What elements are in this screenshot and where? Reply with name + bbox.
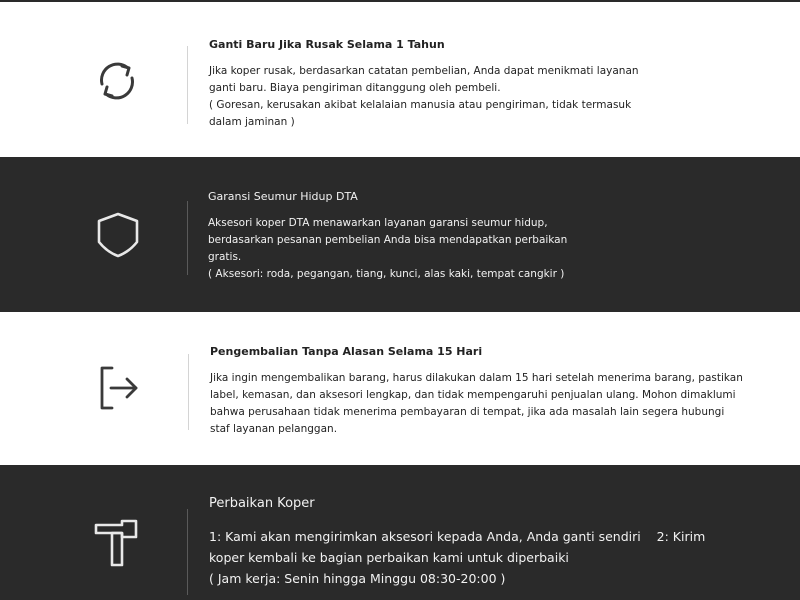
- body-line: ( Goresan, kerusakan akibat kelalaian manusia atau pengiriman, tidak termasuk: [209, 99, 632, 111]
- section-body: [208, 215, 648, 283]
- hammer-icon: [92, 517, 142, 567]
- section-title: Perbaikan Koper: [209, 496, 315, 511]
- section-divider: [188, 354, 189, 430]
- section-title: Pengembalian Tanpa Alasan Selama 15 Hari: [210, 345, 483, 358]
- section-text: [209, 38, 649, 131]
- section-text: [210, 345, 770, 438]
- section-text: [208, 190, 648, 283]
- section-body: [209, 63, 649, 131]
- body-line: staf layanan pelanggan.: [210, 423, 338, 435]
- section-divider: [187, 46, 188, 124]
- section-return-policy: [0, 312, 800, 465]
- body-line: Jika ingin mengembalikan barang, harus dilakukan dalam 15 hari setelah menerima barang, pastikan: [210, 372, 743, 384]
- section-body: [210, 370, 770, 438]
- body-line: 1: Kami akan mengirimkan aksesori kepada Anda, Anda ganti sendiri 2: Kirim: [209, 529, 706, 544]
- body-line: ( Aksesori: roda, pegangan, tiang, kunci, alas kaki, tempat cangkir ): [208, 268, 565, 280]
- body-line: berdasarkan pesanan pembelian Anda bisa mendapatkan perbaikan: [208, 234, 568, 246]
- body-line: gratis.: [208, 251, 242, 263]
- section-title: Garansi Seumur Hidup DTA: [208, 190, 358, 203]
- section-lifetime-warranty: [0, 157, 800, 312]
- refresh-icon: [92, 56, 142, 106]
- body-line: dalam jaminan ): [209, 116, 295, 128]
- body-line: bahwa perusahaan tidak menerima pembayaran di tempat, jika ada masalah lain segera hubungi: [210, 406, 725, 418]
- section-divider: [187, 509, 188, 595]
- body-line: ganti baru. Biaya pengiriman ditanggung oleh pembeli.: [209, 82, 501, 94]
- section-title: Ganti Baru Jika Rusak Selama 1 Tahun: [209, 38, 445, 51]
- body-line: Aksesori koper DTA menawarkan layanan garansi seumur hidup,: [208, 217, 548, 229]
- shield-icon: [93, 210, 143, 260]
- section-repair: [0, 465, 800, 600]
- body-line: ( Jam kerja: Senin hingga Minggu 08:30-20:00 ): [209, 571, 506, 586]
- section-replacement: [0, 0, 800, 157]
- body-line: koper kembali ke bagian perbaikan kami untuk diperbaiki: [209, 550, 569, 565]
- body-line: label, kemasan, dan aksesori lengkap, dan tidak mempengaruhi penjualan ulang. Mohon dimaklumi: [210, 389, 736, 401]
- body-line: Jika koper rusak, berdasarkan catatan pembelian, Anda dapat menikmati layanan: [209, 65, 639, 77]
- exit-arrow-icon: [94, 363, 144, 413]
- section-text: [209, 496, 769, 589]
- section-body: [209, 526, 769, 589]
- section-divider: [187, 201, 188, 275]
